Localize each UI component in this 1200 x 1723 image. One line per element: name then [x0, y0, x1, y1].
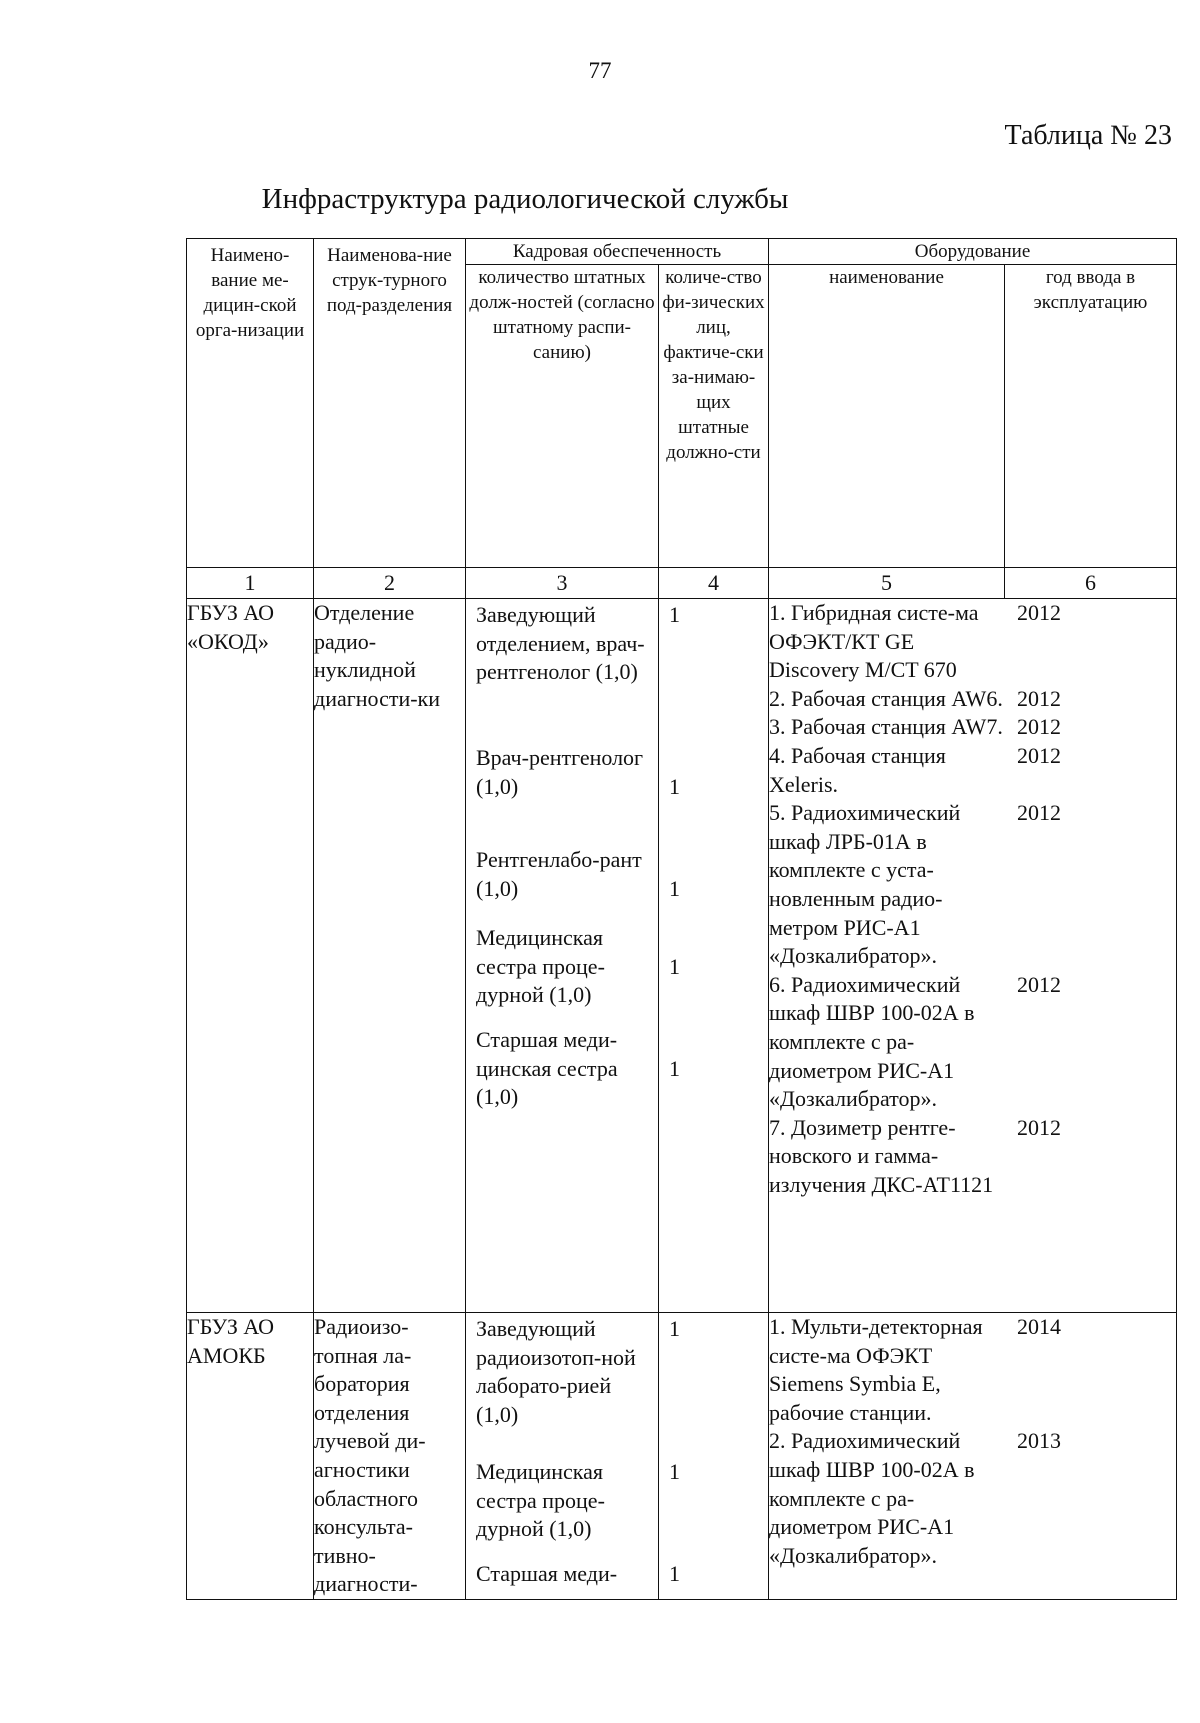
- equipment-name: 2. Рабочая станция AW6.: [769, 685, 1003, 711]
- equipment-name: 3. Рабочая станция AW7.: [769, 714, 1003, 740]
- column-number: 4: [659, 568, 769, 599]
- equipment-year: 2012: [1017, 1114, 1061, 1140]
- column-numbers-row: [187, 568, 1177, 599]
- staff-positions-cell: [466, 1313, 659, 1600]
- staff-count: 1: [669, 774, 680, 799]
- staff-position: Рентгенлабо-рант (1,0): [476, 847, 642, 901]
- equipment-year: 2012: [1017, 600, 1061, 625]
- column-number: 3: [466, 568, 659, 599]
- column-number: 1: [187, 568, 314, 599]
- staff-position: Старшая меди-цинская сестра (1,0): [476, 1027, 618, 1110]
- equipment-year: 2012: [1017, 685, 1061, 711]
- equipment-name: 5. Радиохимический шкаф ЛРБ-01А в комплекте с уста-новленным радио-метром РИС-А1 «Дозкалибратор».: [769, 800, 961, 969]
- header-equipment: Оборудование: [769, 239, 1177, 265]
- equipment-year: 2012: [1017, 800, 1061, 826]
- staff-count-cell: [659, 599, 769, 1313]
- column-number: 6: [1005, 568, 1177, 599]
- column-number: 2: [314, 568, 466, 599]
- organization-cell: ГБУЗ АО «ОКОД»: [187, 599, 314, 1313]
- equipment-name: 1. Мульти-детекторная систе-ма ОФЭКТ Siemens Symbia E, рабочие станции.: [769, 1314, 983, 1425]
- staff-position: Врач-рентгенолог (1,0): [476, 745, 644, 799]
- staff-count: 1: [669, 876, 680, 901]
- page-number: 77: [588, 58, 612, 83]
- equipment-item: [769, 1427, 1176, 1570]
- equipment-year: 2012: [1017, 714, 1061, 740]
- staff-count: 1: [669, 954, 680, 979]
- equipment-item: [769, 599, 1176, 685]
- equipment-item: [769, 1114, 1176, 1200]
- equipment-item: [769, 971, 1176, 1114]
- staff-count: 1: [669, 1561, 680, 1586]
- staff-count-cell: [659, 1313, 769, 1600]
- staff-positions-cell: [466, 599, 659, 1313]
- equipment-item: [769, 713, 1176, 742]
- equipment-cell: [769, 599, 1177, 1313]
- table-caption: Таблица № 23: [1004, 120, 1172, 151]
- document-title: Инфраструктура радиологической службы: [261, 183, 789, 215]
- organization-cell: ГБУЗ АО АМОКБ: [187, 1313, 314, 1600]
- equipment-year: 2012: [1017, 971, 1061, 997]
- equipment-year: 2014: [1017, 1314, 1061, 1339]
- column-number: 5: [769, 568, 1005, 599]
- staff-position: Медицинская сестра проце-дурной (1,0): [476, 925, 605, 1008]
- equipment-year: 2012: [1017, 742, 1061, 768]
- equipment-item: [769, 799, 1176, 971]
- header-department: Наименова-ние струк-турного под-разделения: [314, 239, 466, 568]
- table-row: [187, 1313, 1177, 1600]
- equipment-name: 1. Гибридная систе-ма ОФЭКТ/КТ GE Discovery M/CT 670: [769, 600, 979, 683]
- staff-position: Заведующий радиоизотоп-ной лаборато-рией (1,0): [476, 1316, 636, 1427]
- header-row: [187, 239, 1177, 265]
- staff-count: 1: [669, 1056, 680, 1081]
- staff-position: Заведующий отделением, врач-рентгенолог (1,0): [476, 602, 645, 685]
- department-cell: Отделение радио-нуклидной диагности-ки: [314, 599, 466, 1313]
- header-staff-persons: количе-ство фи-зических лиц, фактиче-ски за-нимаю-щих штатные должно-сти: [659, 265, 769, 568]
- equipment-item: [769, 685, 1176, 714]
- header-equipment-name: наименование: [769, 265, 1005, 568]
- header-equipment-year: год ввода в эксплуатацию: [1005, 265, 1177, 568]
- header-staffing: Кадровая обеспеченность: [466, 239, 769, 265]
- equipment-name: 7. Дозиметр рентге-новского и гамма-излучения ДКС-АТ1121: [769, 1114, 994, 1197]
- staff-position: Старшая меди-: [476, 1561, 618, 1586]
- equipment-item: [769, 742, 1176, 799]
- header-staff-positions: количество штатных долж-ностей (согласно штатному распи-санию): [466, 265, 659, 568]
- equipment-name: 2. Радиохимический шкаф ШВР 100-02А в комплекте с ра-диометром РИС-А1 «Дозкалибратор».: [769, 1428, 975, 1568]
- staff-count: 1: [669, 1459, 680, 1484]
- equipment-name: 4. Рабочая станция Xeleris.: [769, 742, 946, 797]
- header-organization: Наимено-вание ме-дицин-ской орга-низации: [187, 239, 314, 568]
- infrastructure-table: [186, 238, 1177, 1600]
- equipment-year: 2013: [1017, 1428, 1061, 1454]
- equipment-cell: [769, 1313, 1177, 1600]
- table-row: [187, 599, 1177, 1313]
- staff-position: Медицинская сестра проце-дурной (1,0): [476, 1459, 605, 1542]
- equipment-name: 6. Радиохимический шкаф ШВР 100-02А в комплекте с ра-диометром РИС-А1 «Дозкалибратор».: [769, 971, 975, 1112]
- staff-count: 1: [669, 1316, 680, 1341]
- department-cell: Радиоизо-топная ла-боратория отделения лучевой ди-агностики областного консульта-тивно-диагности-: [314, 1313, 466, 1600]
- staff-count: 1: [669, 602, 680, 627]
- equipment-item: [769, 1313, 1176, 1427]
